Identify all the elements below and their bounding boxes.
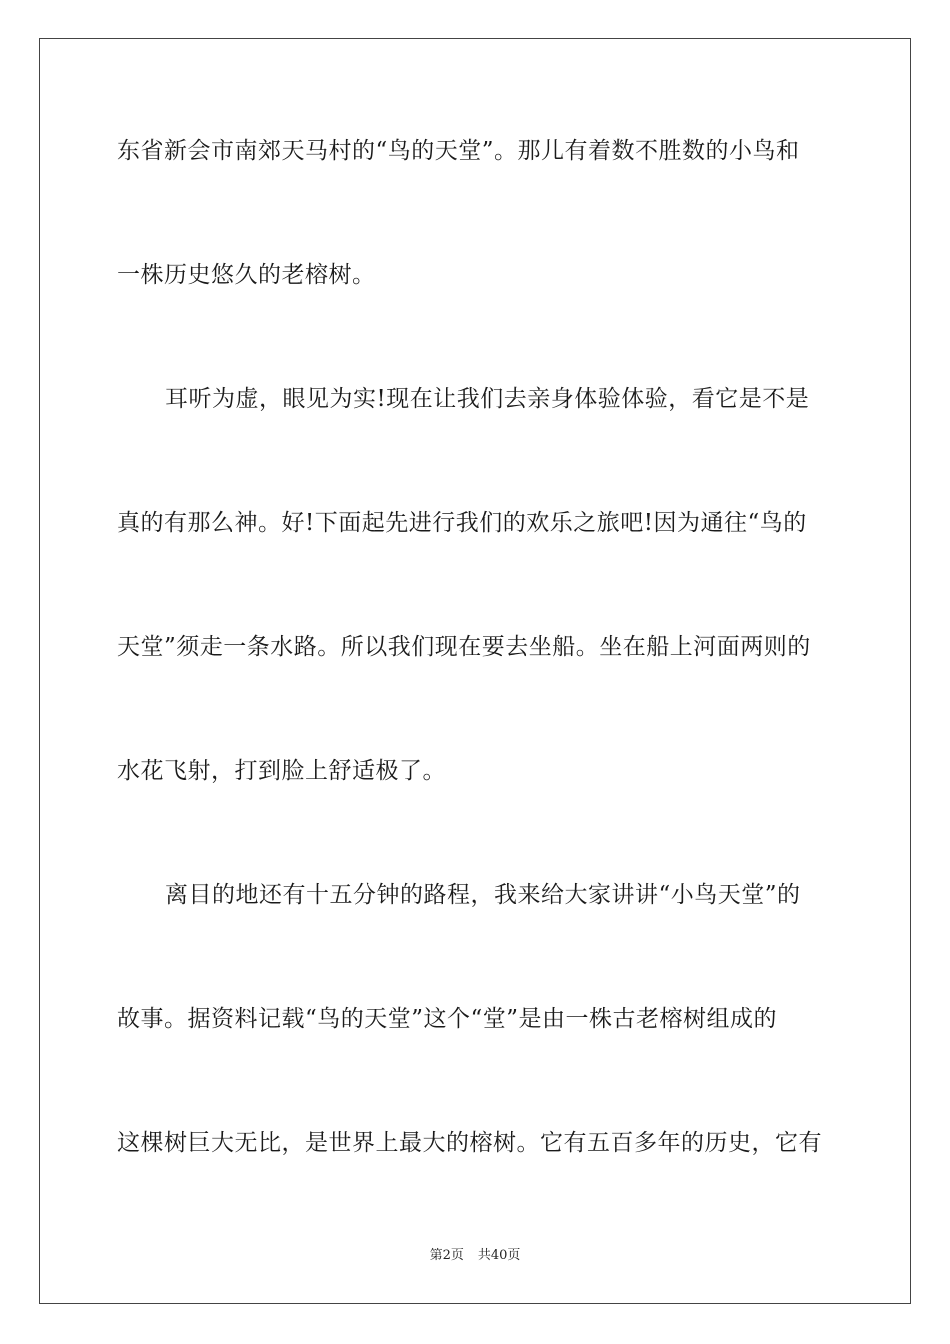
page-border — [39, 38, 911, 1304]
text-line: 天堂”须走一条水路。所以我们现在要去坐船。坐在船上河面两则的 — [117, 634, 811, 660]
page-number: 第2页 — [429, 1248, 464, 1263]
text-line: 真的有那么神。好!下面起先进行我们的欢乐之旅吧!因为通往“鸟的 — [117, 510, 807, 536]
text-line: 一株历史悠久的老榕树。 — [117, 262, 376, 288]
text-line: 水花飞射，打到脸上舒适极了。 — [117, 758, 446, 784]
text-line: 这棵树巨大无比，是世界上最大的榕树。它有五百多年的历史，它有 — [117, 1130, 822, 1156]
paragraph-first-line: 耳听为虚，眼见为实!现在让我们去亲身体验体验，看它是不是 — [165, 386, 810, 412]
text-line: 故事。据资料记载“鸟的天堂”这个“堂”是由一株古老榕树组成的 — [117, 1006, 778, 1032]
page-footer — [0, 1248, 950, 1264]
paragraph-first-line: 离目的地还有十五分钟的路程，我来给大家讲讲“小鸟天堂”的 — [165, 882, 801, 908]
page-total: 共40页 — [477, 1248, 521, 1263]
text-line: 东省新会市南郊天马村的“鸟的天堂”。那儿有着数不胜数的小鸟和 — [117, 138, 800, 164]
